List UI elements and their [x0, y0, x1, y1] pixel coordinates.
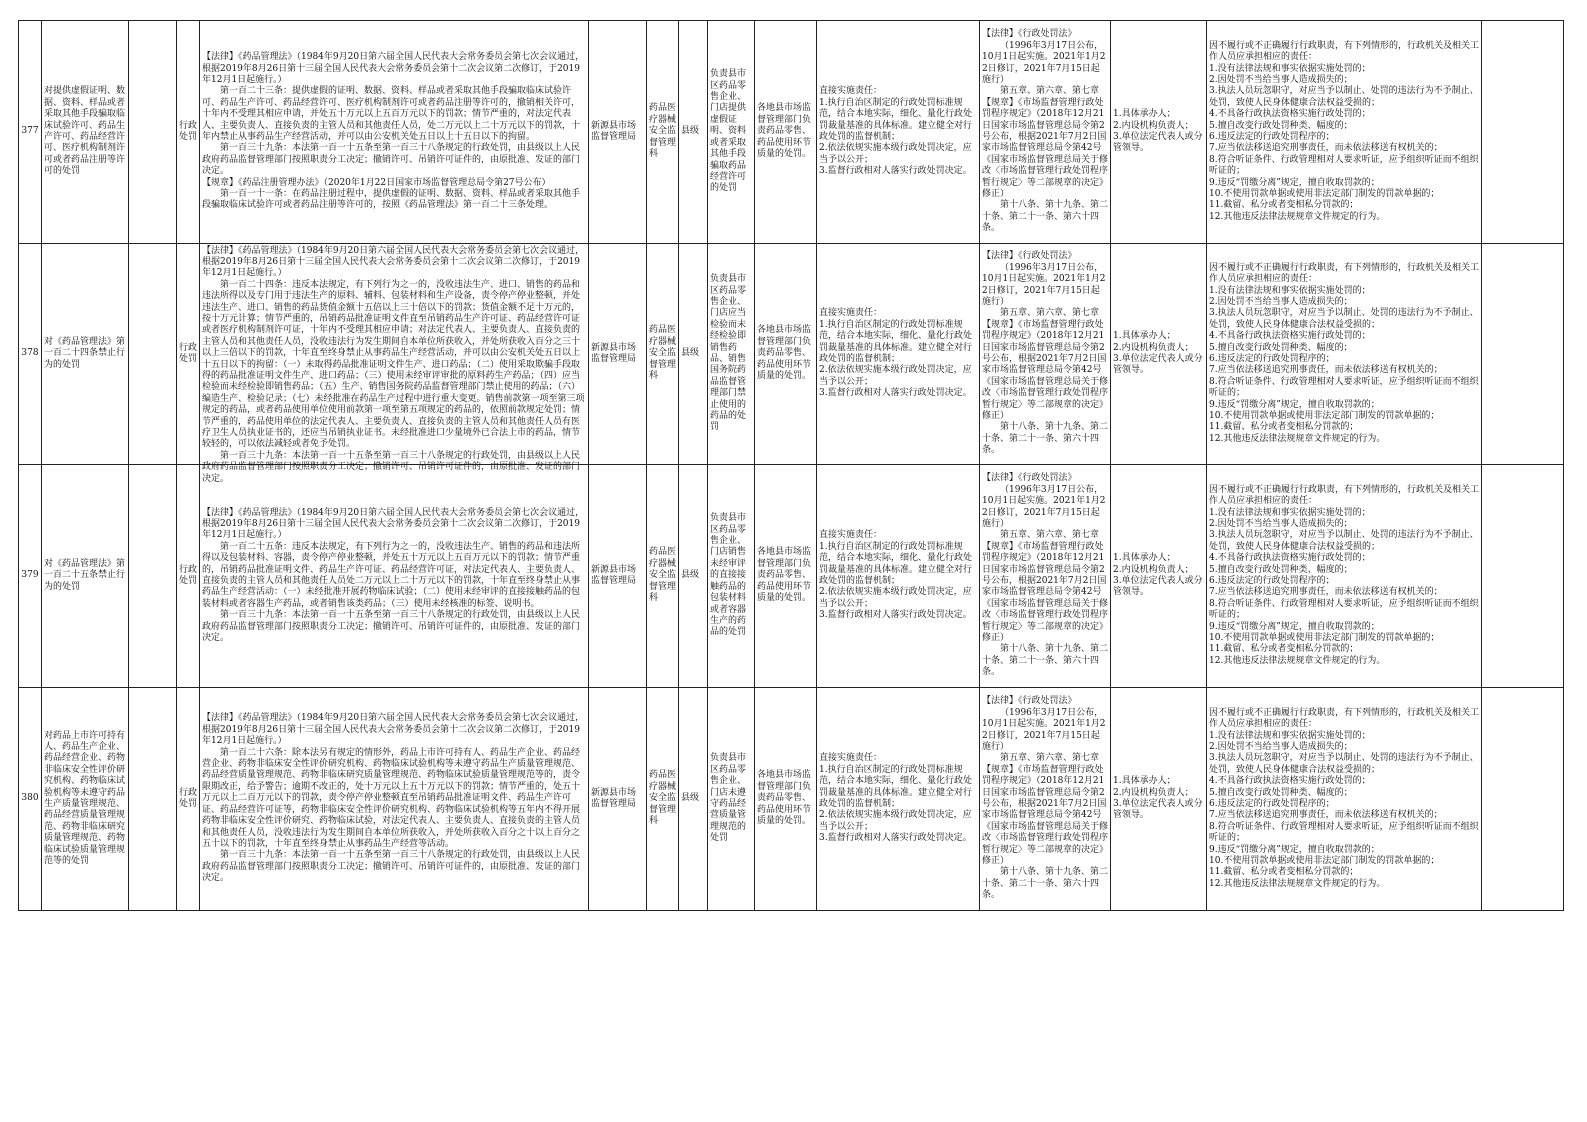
jurisdiction-level: 县级	[679, 244, 708, 465]
accountability-line: 11.截留、私分或者变相私分罚款的；	[1209, 422, 1359, 433]
legal-basis-paragraph: 【法律】《药品管理法》（1984年9月20日第六届全国人民代表大会常务委员会第七次会议通过，根据2019年8月26日第十三届全国人民代表大会常务委员会第十二次会议第二次修订，于2019年12月1日起施行。）	[202, 245, 585, 279]
responsible-subject	[1111, 688, 1207, 911]
legal-basis	[200, 465, 589, 688]
subject-line: 3.单位法定代表人或分管领导。	[1113, 132, 1203, 154]
responsibility-basis-line: 【规章】《市场监督管理行政处罚程序规定》（2018年12月21日国家市场监督管理总局令第2号公布，根据2021年7月2日国家市场监督管理总局令第42号《国家市场监督管理总局关于修改〈市场监督管理行政处罚程序暂行规定〉等二部规章的决定》修正）	[982, 541, 1109, 644]
accountability-line: 1.没有法律法规和事实依据实施处罚的；	[1209, 285, 1371, 296]
accountability-line: 6.违反法定的行政处罚程序的；	[1209, 576, 1335, 586]
accountability-line: 4.不具备行政执法资格实施行政处罚的；	[1209, 553, 1371, 564]
legal-basis-paragraph: 第一百二十六条：除本法另有规定的情形外，药品上市许可持有人、药品生产企业、药品经营企业、药物非临床安全性评价研究机构、药物临床试验机构等未遵守药品生产质量管理规范、药品经营质量管理规范、药物非临床研究质量管理规范、药物临床试验质量管理规范等的，责令限期改正，给予警告；逾期不改正的，处十万元以上五十万元以下的罚款；情节严重的，处五十万元以上二百万元以下的罚款，责令停产停业整顿直至吊销药品批准证明文件、药品生产许可证、药品经营许可证等，药物非临床安全性评价研究机构、药物临床试验机构等五年内不得开展药物非临床安全性评价研究、药物临床试验，对法定代表人、主要负责人、直接负责的主管人员和其他责任人员，没收违法行为发生期间自本单位所获收入，并处所获收入百分之十以上百分之五十以下的罚款，十年直至终身禁止从事药品生产经营等活动。	[202, 747, 581, 849]
accountability-line: 4.不具备行政执法资格实施行政处罚的；	[1209, 109, 1371, 120]
item-type: 行政处罚	[177, 465, 200, 688]
accountability-line: 10.不使用罚款单据或使用非法定部门制发的罚款单据的；	[1209, 633, 1440, 644]
jurisdiction-level: 县级	[679, 465, 708, 688]
legal-basis-paragraph: 第一百二十五条：违反本法规定，有下列行为之一的，没收违法生产、销售的药品和违法所得以及包装材料、容器，责令停产停业整顿，并处五十万元以上五百万元以下的罚款；情节严重的，吊销药品批准证明文件、药品生产许可证、药品经营许可证，对法定代表人、主要负责人、直接负责的主管人员和其他责任人员处二万元以上二十万元以下的罚款，十年直至终身禁止从事药品生产经营活动：（一）未经批准开展药物临床试验；（二）使用未经审评的直接接触药品的包装材料或者容器生产药品，或者销售该类药品；（三）使用未经核准的标签、说明书。	[202, 541, 581, 609]
implementation-responsibility	[817, 465, 980, 688]
accountability-line: 因不履行或不正确履行行政职责，有下列情形的，行政机关及相关工作人员应承担相应的责任：	[1209, 40, 1480, 63]
responsibility-line: 3.监督行政相对人落实行政处罚决定。	[819, 610, 972, 621]
responsibility-basis-line: 【法律】《行政处罚法》	[982, 251, 1077, 262]
accountability-line: 因不履行或不正确履行行政职责，有下列情形的，行政机关及相关工作人员应承担相应的责任：	[1209, 707, 1480, 730]
item-name: 对《药品管理法》第一百二十四条禁止行为的处罚	[42, 244, 129, 465]
legal-basis-paragraph: 【规章】《药品注册管理办法》（2020年1月22日国家市场监督管理总局令第27号公布）	[202, 177, 551, 188]
subject-line: 2.内设机构负责人；	[1113, 120, 1194, 131]
responsibility-line: 直接实施责任：	[819, 530, 883, 541]
accountability-line: 5.擅自改变行政处罚种类、幅度的；	[1209, 342, 1353, 353]
accountability-line: 7.应当依法移送追究刑事责任，而未依法移送有权机关的；	[1209, 587, 1443, 598]
responsibility-basis-line: 【规章】《市场监督管理行政处罚程序规定》（2018年12月21日国家市场监督管理总局令第2号公布，根据2021年7月2日国家市场监督管理总局令第42号《国家市场监督管理总局关于修改〈市场监督管理行政处罚程序暂行规定〉等二部规章的决定》修正）	[982, 97, 1109, 200]
jurisdiction-level: 县级	[679, 688, 708, 911]
responsibility-basis-line: 【法律】《行政处罚法》	[982, 696, 1077, 707]
accountability-line: 2.因处罚不当给当事人造成损失的；	[1209, 296, 1353, 307]
accountability-line: 因不履行或不正确履行行政职责，有下列情形的，行政机关及相关工作人员应承担相应的责任：	[1209, 484, 1480, 507]
responsibility-line: 2.依法依规实施本级行政处罚决定，应当予以公开；	[819, 365, 972, 387]
row-number: 378	[19, 244, 42, 465]
jurisdiction-level: 县级	[679, 21, 708, 244]
responsibility-basis-line: 【法律】《行政处罚法》	[982, 29, 1077, 40]
subject-line: 1.具体承办人；	[1113, 331, 1176, 342]
county-duty: 各地县市场监督管理部门负责药品零售、药品使用环节质量的处罚。	[755, 688, 817, 911]
accountability-line: 8.符合听证条件、行政管理相对人要求听证，应予组织听证而不组织听证的；	[1209, 598, 1479, 621]
responsible-subject	[1111, 244, 1207, 465]
item-name: 对《药品管理法》第一百二十五条禁止行为的处罚	[42, 465, 129, 688]
item-type: 行政处罚	[177, 688, 200, 911]
implementation-responsibility	[817, 244, 980, 465]
subject-line: 2.内设机构负责人；	[1113, 342, 1194, 353]
responsible-unit: 药品医疗器械安全监督管理科	[647, 244, 679, 465]
county-duty: 各地县市场监督管理部门负责药品零售、药品使用环节质量的处罚。	[755, 244, 817, 465]
accountability-line: 因不履行或不正确履行行政职责，有下列情形的，行政机关及相关工作人员应承担相应的责任：	[1209, 262, 1480, 285]
legal-basis-paragraph: 第一百三十九条：本法第一百一十五条至第一百三十八条规定的行政处罚，由县级以上人民政府药品监督管理部门按照职责分工决定；撤销许可、吊销许可证件的，由原批准、发证的部门决定。	[202, 610, 581, 644]
implementation-responsibility	[817, 21, 980, 244]
implementing-department: 新源县市场监督管理局	[589, 465, 647, 688]
accountability-line: 2.因处罚不当给当事人造成损失的；	[1209, 518, 1353, 529]
item-subname	[129, 21, 177, 244]
accountability-line: 9.违反“罚缴分离”规定，擅自收取罚款的；	[1209, 177, 1380, 188]
accountability-line: 9.违反“罚缴分离”规定，擅自收取罚款的；	[1209, 621, 1380, 632]
responsibility-line: 3.监督行政相对人落实行政处罚决定。	[819, 166, 972, 177]
responsibility-basis-line: 【法律】《行政处罚法》	[982, 473, 1077, 484]
accountability-line: 7.应当依法移送追究刑事责任，而未依法移送有权机关的；	[1209, 365, 1443, 376]
subject-line: 1.具体承办人；	[1113, 776, 1176, 787]
subject-line: 1.具体承办人；	[1113, 109, 1176, 120]
subject-line: 1.具体承办人；	[1113, 553, 1176, 564]
item-subname	[129, 688, 177, 911]
responsibility-line: 1.执行自治区制定的行政处罚标准规范，结合本地实际，细化、量化行政处罚裁量基准的具体标准。建立健全对行政处罚的监督机制；	[819, 97, 973, 142]
implementation-responsibility	[817, 688, 980, 911]
legal-basis-paragraph: 【法律】《药品管理法》（1984年9月20日第六届全国人民代表大会常务委员会第七次会议通过，根据2019年8月26日第十三届全国人民代表大会常务委员会第十二次会议第二次修订，于2019年12月1日起施行。）	[202, 52, 585, 85]
responsibility-basis-line: 第十八条、第十九条、第二十条、第二十一条、第六十四条。	[982, 200, 1109, 234]
item-name: 对提供虚假证明、数据、资料、样品或者采取其他手段骗取临床试验许可、药品生产许可、药品经营许可、医疗机构制剂许可或者药品注册等许可的处罚	[42, 21, 129, 244]
table-row	[19, 244, 1564, 465]
responsibility-basis-line: 第五章、第六章、第七章	[1000, 308, 1100, 319]
county-duty: 各地县市场监督管理部门负责药品零售、药品使用环节质量的处罚。	[755, 21, 817, 244]
responsibility-basis	[980, 688, 1111, 911]
accountability-line: 12.其他违反法律法规规章文件规定的行为。	[1209, 655, 1386, 666]
legal-basis-paragraph: 【法律】《药品管理法》（1984年9月20日第六届全国人民代表大会常务委员会第七次会议通过，根据2019年8月26日第十三届全国人民代表大会常务委员会第十二次会议第二次修订，于2019年12月1日起施行。）	[202, 507, 585, 541]
responsibility-line: 直接实施责任：	[819, 308, 883, 319]
row-number: 377	[19, 21, 42, 244]
accountability-line: 6.违反法定的行政处罚程序的；	[1209, 799, 1335, 809]
accountability-line: 3.执法人员玩忽职守，对应当予以制止、处罚的违法行为不予制止、处罚，致使人民身体健康合法权益受损的；	[1209, 530, 1479, 552]
accountability-line: 5.擅自改变行政处罚种类、幅度的；	[1209, 787, 1353, 798]
responsibility-basis-line: 第五章、第六章、第七章	[1000, 753, 1100, 764]
accountability-line: 3.执法人员玩忽职守，对应当予以制止、处罚的违法行为不予制止、处罚，致使人民身体健康合法权益受损的；	[1209, 308, 1479, 330]
responsibility-basis-line: 【规章】《市场监督管理行政处罚程序规定》（2018年12月21日国家市场监督管理总局令第2号公布，根据2021年7月2日国家市场监督管理总局令第42号《国家市场监督管理总局关于修改〈市场监督管理行政处罚程序暂行规定〉等二部规章的决定》修正）	[982, 764, 1109, 867]
accountability-line: 9.违反“罚缴分离”规定，擅自收取罚款的；	[1209, 399, 1380, 410]
accountability-line: 4.不具备行政执法资格实施行政处罚的；	[1209, 331, 1371, 342]
remarks	[1482, 244, 1564, 465]
accountability-line: 6.违反法定的行政处罚程序的；	[1209, 132, 1335, 142]
responsibility-scope: 负责县市区药品零售企业、门店应当检验而未经检验即销售药品、销售国务院药品监督管理部门禁止使用的药品的处罚	[708, 244, 755, 465]
row-number: 380	[19, 688, 42, 911]
legal-basis-paragraph: 第一百三十九条：本法第一百一十五条至第一百三十八条规定的行政处罚，由县级以上人民政府药品监督管理部门按照职责分工决定；撤销许可、吊销许可证件的，由原批准、发证的部门决定。	[202, 143, 581, 177]
responsibility-basis	[980, 21, 1111, 244]
accountability-line: 11.截留、私分或者变相私分罚款的；	[1209, 644, 1359, 655]
accountability-line: 7.应当依法移送追究刑事责任，而未依法移送有权机关的；	[1209, 143, 1443, 154]
accountability-line: 7.应当依法移送追究刑事责任，而未依法移送有权机关的；	[1209, 810, 1443, 821]
accountability-line: 10.不使用罚款单据或使用非法定部门制发的罚款单据的；	[1209, 411, 1440, 422]
accountability-line: 8.符合听证条件、行政管理相对人要求听证，应予组织听证而不组织听证的；	[1209, 376, 1479, 399]
row-number: 379	[19, 465, 42, 688]
responsibility-line: 直接实施责任：	[819, 86, 883, 97]
responsible-unit: 药品医疗器械安全监督管理科	[647, 465, 679, 688]
accountability-line: 12.其他违反法律法规规章文件规定的行为。	[1209, 878, 1386, 889]
accountability-line: 5.擅自改变行政处罚种类、幅度的；	[1209, 120, 1353, 131]
responsibility-basis-line: 【规章】《市场监督管理行政处罚程序规定》（2018年12月21日国家市场监督管理总局令第2号公布，根据2021年7月2日国家市场监督管理总局令第42号《国家市场监督管理总局关于修改〈市场监督管理行政处罚程序暂行规定〉等二部规章的决定》修正）	[982, 319, 1109, 422]
accountability-line: 11.截留、私分或者变相私分罚款的；	[1209, 867, 1359, 878]
subject-line: 3.单位法定代表人或分管领导。	[1113, 576, 1203, 598]
legal-basis-paragraph: 第一百一十一条：在药品注册过程中，提供虚假的证明、数据、资料、样品或者采取其他手段骗取临床试验许可或者药品注册等许可的，按照《药品管理法》第一百二十三条处理。	[202, 189, 581, 211]
responsibility-basis-line: 第五章、第六章、第七章	[1000, 86, 1100, 97]
remarks	[1482, 21, 1564, 244]
remarks	[1482, 465, 1564, 688]
responsibility-basis-line: 第十八条、第十九条、第二十条、第二十一条、第六十四条。	[982, 644, 1109, 678]
responsible-subject	[1111, 465, 1207, 688]
accountability-line: 4.不具备行政执法资格实施行政处罚的；	[1209, 776, 1371, 787]
responsibility-line: 2.依法依规实施本级行政处罚决定，应当予以公开；	[819, 587, 972, 609]
responsible-subject	[1111, 21, 1207, 244]
legal-basis	[200, 244, 589, 484]
item-name: 对药品上市许可持有人、药品生产企业、药品经营企业、药物非临床安全性评价研究机构、药物临床试验机构等未遵守药品生产质量管理规范、药品经营质量管理规范、药物非临床研究质量管理规范、药物临床试验质量管理规范等的处罚	[42, 688, 129, 911]
responsibility-basis	[980, 244, 1111, 465]
responsibility-basis	[980, 465, 1111, 688]
subject-line: 2.内设机构负责人；	[1113, 564, 1194, 575]
table-row	[19, 21, 1564, 244]
accountability-line: 10.不使用罚款单据或使用非法定部门制发的罚款单据的；	[1209, 189, 1440, 200]
responsibility-line: 3.监督行政相对人落实行政处罚决定。	[819, 388, 972, 399]
responsibility-basis-line: 第十八条、第十九条、第二十条、第二十一条、第六十四条。	[982, 867, 1109, 901]
legal-basis-paragraph: 【法律】《药品管理法》（1984年9月20日第六届全国人民代表大会常务委员会第七次会议通过，根据2019年8月26日第十三届全国人民代表大会常务委员会第十二次会议第二次修订，于2019年12月1日起施行。）	[202, 713, 585, 747]
legal-basis	[200, 688, 589, 911]
implementing-department: 新源县市场监督管理局	[589, 244, 647, 465]
legal-basis	[200, 21, 589, 244]
legal-basis-paragraph: 第一百二十四条：违反本法规定，有下列行为之一的，没收违法生产、进口、销售的药品和违法所得以及专门用于违法生产的原料、辅料、包装材料和生产设备，责令停产停业整顿，并处违法生产、进口、销售的药品货值金额十五倍以上三十倍以下的罚款；货值金额不足十万元的，按十万元计算；情节严重的，吊销药品批准证明文件直至吊销药品生产许可证、药品经营许可证或者医疗机构制剂许可证，十年内不受理其相应申请；对法定代表人、主要负责人、直接负责的主管人员和其他责任人员，没收违法行为发生期间自本单位所获收入，并处所获收入百分之三十以上三倍以下的罚款，十年直至终身禁止从事药品生产经营活动，并可以由公安机关处五日以上十五日以下的拘留：（一）未取得药品批准证明文件生产、进口药品；（二）使用采取欺骗手段取得的药品批准证明文件生产、进口药品；（三）使用未经审评审批的原料药生产药品；（四）应当检验而未经检验即销售药品；（五）生产、销售国务院药品监督管理部门禁止使用的药品；（六）编造生产、检验记录；（七）未经批准在药品生产过程中进行重大变更。销售前款第一项至第三项规定的药品，或者药品使用单位使用前款第一项至第五项规定的药品的，依照前款规定处罚；情节严重的，药品使用单位的法定代表人、主要负责人、直接负责的主管人员和其他责任人员有医疗卫生人员执业证书的，还应当吊销执业证书。未经批准进口少量境外已合法上市的药品，情节较轻的，可以依法减轻或者免予处罚。	[202, 279, 585, 450]
item-subname	[129, 244, 177, 465]
responsible-unit: 药品医疗器械安全监督管理科	[647, 21, 679, 244]
accountability-line: 1.没有法律法规和事实依据实施处罚的；	[1209, 730, 1371, 741]
table-row	[19, 465, 1564, 688]
accountability-line: 10.不使用罚款单据或使用非法定部门制发的罚款单据的；	[1209, 856, 1440, 867]
responsibility-line: 3.监督行政相对人落实行政处罚决定。	[819, 833, 972, 844]
legal-basis-paragraph: 第一百二十三条：提供虚假的证明、数据、资料、样品或者采取其他手段骗取临床试验许可、药品生产许可、药品经营许可、医疗机构制剂许可或者药品注册等许可的，撤销相关许可，十年内不受理其相应申请，并处五十万元以上五百万元以下的罚款；情节严重的，对法定代表人、主要负责人、直接负责的主管人员和其他责任人员，处二万元以上二十万元以下的罚款，十年内禁止从事药品生产经营活动，并可以由公安机关处五日以上十五日以下的拘留。	[202, 86, 581, 142]
accountability-line: 6.违反法定的行政处罚程序的；	[1209, 354, 1335, 364]
accountability-line: 5.擅自改变行政处罚种类、幅度的；	[1209, 564, 1353, 575]
responsibility-basis-line: 第五章、第六章、第七章	[1000, 530, 1100, 541]
accountability-line: 12.其他违反法律法规规章文件规定的行为。	[1209, 433, 1386, 444]
subject-line: 3.单位法定代表人或分管领导。	[1113, 799, 1203, 821]
implementing-department: 新源县市场监督管理局	[589, 688, 647, 911]
county-duty: 各地县市场监督管理部门负责药品零售、药品使用环节质量的处罚。	[755, 465, 817, 688]
responsibility-basis-line: 第十八条、第十九条、第二十条、第二十一条、第六十四条。	[982, 422, 1109, 456]
table-body	[19, 21, 1564, 911]
responsibility-basis-line: （1996年3月17日公布，10月1日起实施。2021年1月22日修订，2021年7月15日起施行）	[982, 262, 1106, 307]
accountability-line: 2.因处罚不当给当事人造成损失的；	[1209, 741, 1353, 752]
responsible-unit: 药品医疗器械安全监督管理科	[647, 688, 679, 911]
item-subname	[129, 465, 177, 688]
accountability-line: 11.截留、私分或者变相私分罚款的；	[1209, 200, 1359, 211]
responsibility-line: 2.依法依规实施本级行政处罚决定，应当予以公开；	[819, 143, 972, 165]
accountability	[1207, 688, 1482, 911]
accountability-line: 12.其他违反法律法规规章文件规定的行为。	[1209, 211, 1386, 222]
accountability-line: 1.没有法律法规和事实依据实施处罚的；	[1209, 507, 1371, 518]
item-type: 行政处罚	[177, 21, 200, 244]
accountability-line: 8.符合听证条件、行政管理相对人要求听证，应予组织听证而不组织听证的；	[1209, 821, 1479, 844]
power-list-table	[18, 20, 1564, 911]
responsibility-line: 直接实施责任：	[819, 753, 883, 764]
accountability	[1207, 244, 1482, 465]
responsibility-basis-line: （1996年3月17日公布，10月1日起实施。2021年1月22日修订，2021年7月15日起施行）	[982, 484, 1106, 529]
responsibility-scope: 负责县市区药品零售企业、门店销售未经审评的直接接触药品的包装材料或者容器生产的药品的处罚	[708, 465, 755, 688]
responsibility-scope: 负责县市区药品零售企业、门店未遵守药品经营质量管理规范的处罚	[708, 688, 755, 911]
accountability	[1207, 465, 1482, 688]
item-type: 行政处罚	[177, 244, 200, 465]
responsibility-line: 2.依法依规实施本级行政处罚决定，应当予以公开；	[819, 810, 972, 832]
subject-line: 3.单位法定代表人或分管领导。	[1113, 354, 1203, 376]
responsibility-line: 1.执行自治区制定的行政处罚标准规范，结合本地实际，细化、量化行政处罚裁量基准的具体标准。建立健全对行政处罚的监督机制；	[819, 764, 973, 809]
responsibility-basis-line: （1996年3月17日公布，10月1日起实施。2021年1月22日修订，2021年7月15日起施行）	[982, 40, 1106, 85]
responsibility-scope: 负责县市区药品零售企业、门店提供虚假证明、资料或者采取其他手段骗取药品经营许可的处罚	[708, 21, 755, 244]
responsibility-line: 1.执行自治区制定的行政处罚标准规范，结合本地实际，细化、量化行政处罚裁量基准的具体标准。建立健全对行政处罚的监督机制；	[819, 541, 973, 586]
accountability-line: 3.执法人员玩忽职守，对应当予以制止、处罚的违法行为不予制止、处罚，致使人民身体健康合法权益受损的；	[1209, 753, 1479, 775]
table-row	[19, 688, 1564, 911]
accountability	[1207, 21, 1482, 244]
accountability-line: 3.执法人员玩忽职守，对应当予以制止、处罚的违法行为不予制止、处罚，致使人民身体健康合法权益受损的；	[1209, 86, 1479, 108]
accountability-line: 9.违反“罚缴分离”规定，擅自收取罚款的；	[1209, 844, 1380, 855]
responsibility-basis-line: （1996年3月17日公布，10月1日起实施。2021年1月22日修订，2021年7月15日起施行）	[982, 707, 1106, 752]
legal-basis-paragraph: 第一百三十九条：本法第一百一十五条至第一百三十八条规定的行政处罚，由县级以上人民政府药品监督管理部门按照职责分工决定；撤销许可、吊销许可证件的，由原批准、发证的部门决定。	[202, 850, 581, 884]
responsibility-line: 1.执行自治区制定的行政处罚标准规范，结合本地实际，细化、量化行政处罚裁量基准的具体标准。建立健全对行政处罚的监督机制；	[819, 319, 973, 364]
accountability-line: 2.因处罚不当给当事人造成损失的；	[1209, 74, 1353, 85]
implementing-department: 新源县市场监督管理局	[589, 21, 647, 244]
subject-line: 2.内设机构负责人；	[1113, 787, 1194, 798]
accountability-line: 8.符合听证条件、行政管理相对人要求听证，应予组织听证而不组织听证的；	[1209, 154, 1479, 177]
remarks	[1482, 688, 1564, 911]
accountability-line: 1.没有法律法规和事实依据实施处罚的；	[1209, 63, 1371, 74]
legal-basis-paragraph: 第一百三十九条：本法第一百一十五条至第一百三十八条规定的行政处罚，由县级以上人民政府药品监督管理部门按照职责分工决定；撤销许可、吊销许可证件的，由原批准、发证的部门决定。	[202, 450, 581, 484]
